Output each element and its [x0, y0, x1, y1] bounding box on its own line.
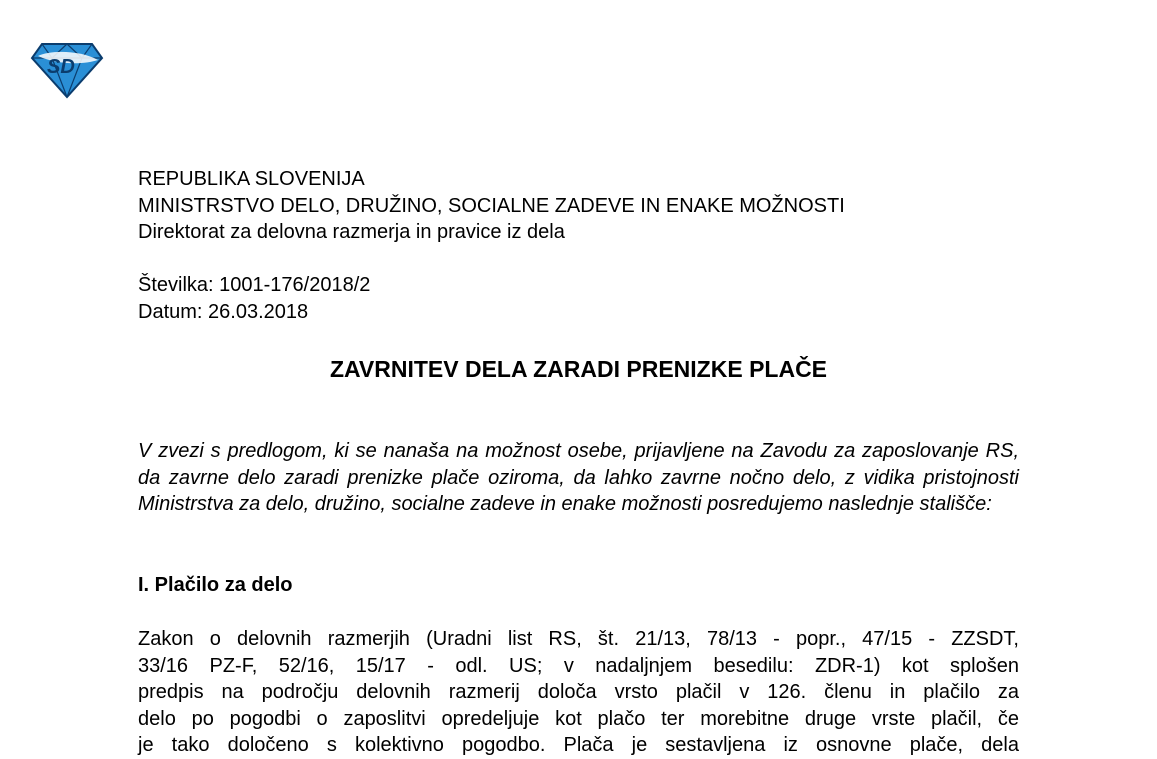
body-line: predpis na področju delovnih razmerij določa vrsto plačil v 126. členu in plačilo za [138, 681, 1019, 703]
body-line: delo po pogodbi o zaposlitvi opredeljuje kot plačo ter morebitne druge vrste plačil, če [138, 707, 1019, 730]
document-date: Datum: 26.03.2018 [138, 300, 309, 323]
diamond-logo-icon [30, 40, 104, 100]
body-paragraph [138, 626, 1019, 759]
body-line: 33/16 PZ-F, 52/16, 15/17 - odl. US; v nadaljnjem besedilu: ZDR-1) kot splošen [138, 654, 1019, 677]
body-line: je tako določeno s kolektivno pogodbo. Plača je sestavljena iz osnovne plače, dela [138, 734, 1019, 756]
letterhead [138, 166, 845, 246]
document-number: Številka: 1001-176/2018/2 [138, 274, 371, 296]
letterhead-directorate: Direktorat za delovna razmerja in pravice iz dela [138, 221, 565, 243]
body-line: Zakon o delovnih razmerjih (Uradni list RS, št. 21/13, 78/13 - popr., 47/15 - ZZSDT, [138, 628, 1019, 650]
document-title: ZAVRNITEV DELA ZARADI PRENIZKE PLAČE [329, 356, 828, 382]
intro-paragraph: V zvezi s predlogom, ki se nanaša na možnost osebe, prijavljene na Zavodu za zaposlovanje RS, da zavrne delo zaradi prenizke plače oziroma, da lahko zavrne nočno delo, z vidika pristojnosti Ministrstva za delo, družino, socialne zadeve in enake možnosti posredujemo naslednje stališče: [138, 440, 1019, 515]
ministry-logo [30, 40, 104, 100]
logo-lettering: SD [47, 56, 75, 78]
letterhead-ministry: MINISTRSTVO DELO, DRUŽINO, SOCIALNE ZADEVE IN ENAKE MOŽNOSTI [138, 194, 845, 217]
document-meta [138, 272, 370, 325]
letterhead-country: REPUBLIKA SLOVENIJA [138, 168, 365, 190]
section-heading: I. Plačilo za delo [138, 574, 293, 596]
